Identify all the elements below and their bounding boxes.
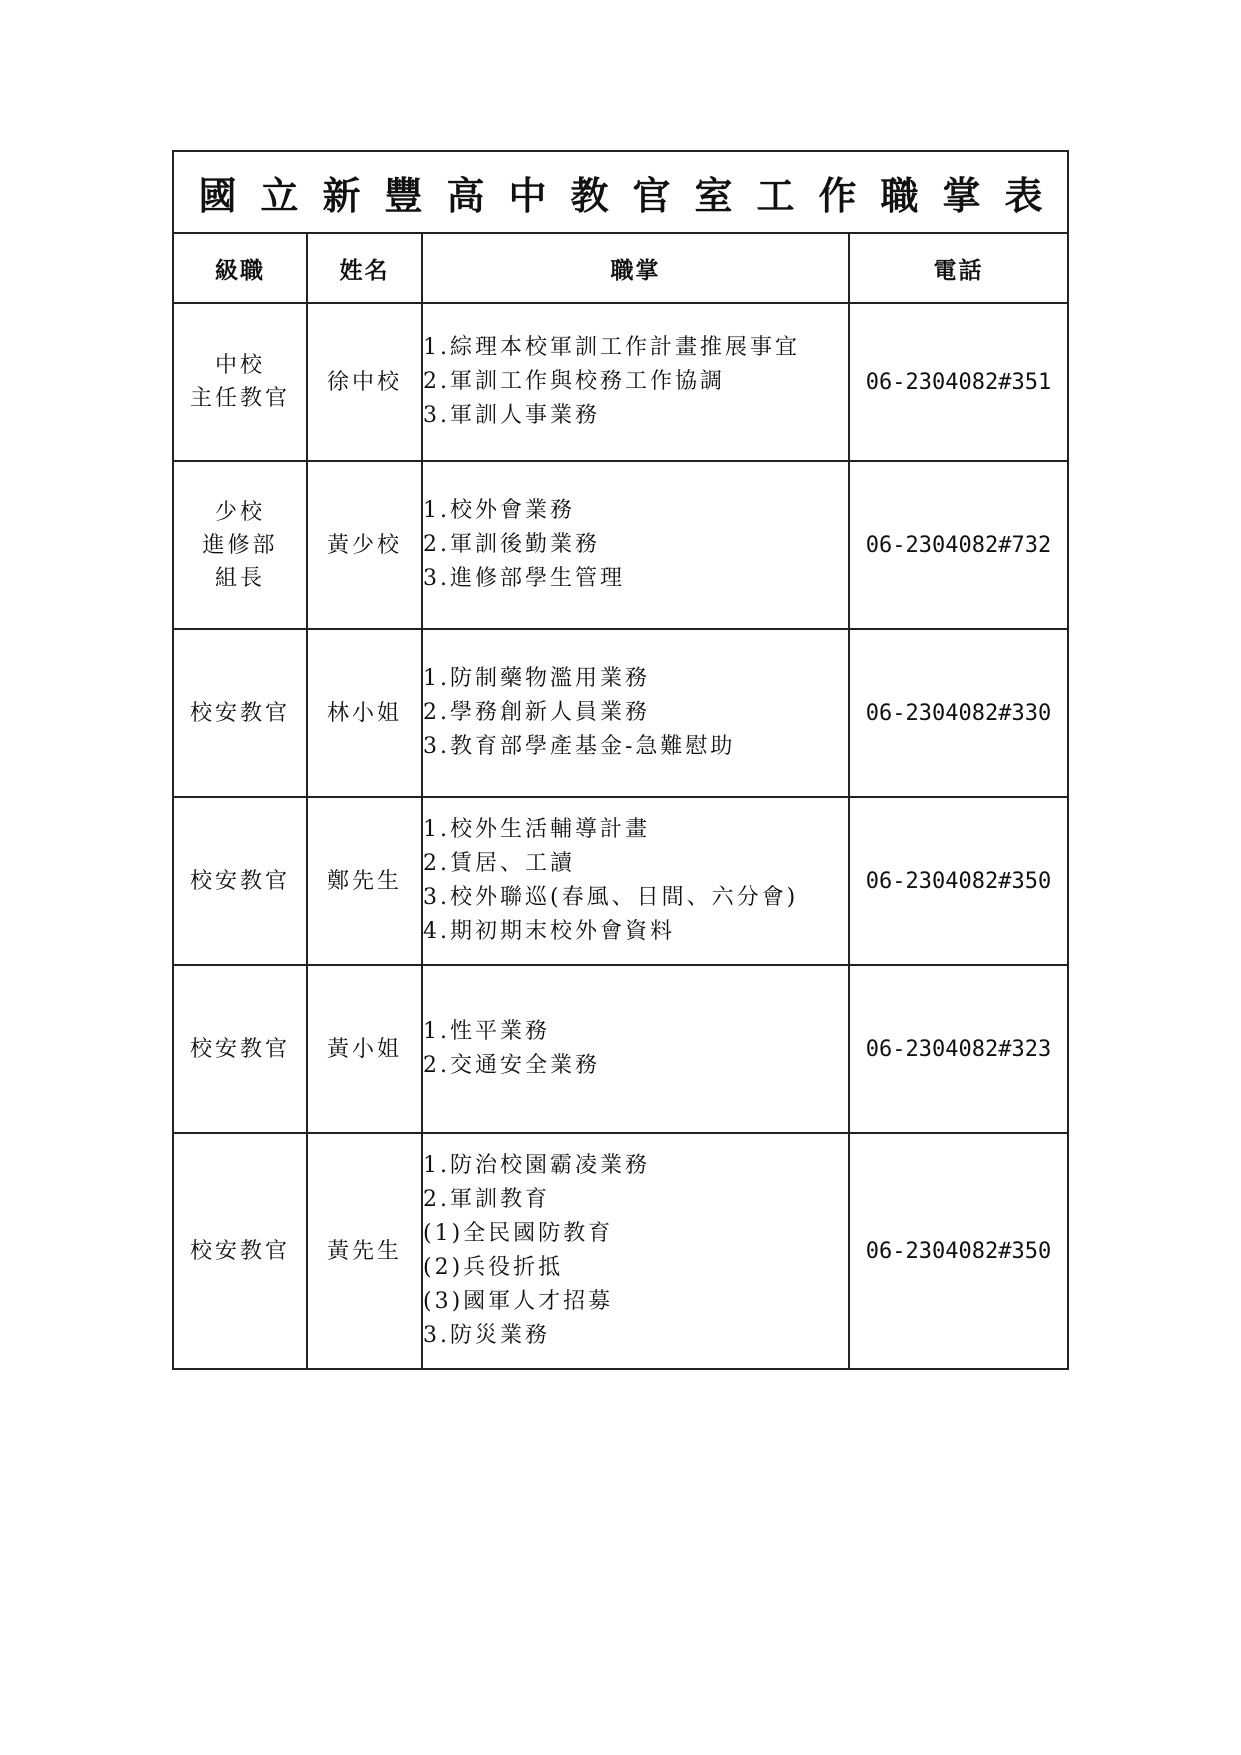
rank-cell (173, 461, 307, 629)
duties-cell (422, 1133, 849, 1369)
rank-cell (173, 629, 307, 797)
rank-line: 中校 (214, 353, 265, 378)
rank-cell (173, 797, 307, 965)
header-row (173, 233, 1068, 303)
duty-item: 2.賃居、工讀 (423, 851, 575, 876)
duties-cell (422, 629, 849, 797)
name-cell: 黃少校 (307, 461, 422, 629)
rank-line: 進修部 (202, 532, 278, 558)
duty-table (172, 150, 1069, 1370)
rank-line: 校安教官 (189, 1036, 290, 1062)
rank-line: 校安教官 (189, 700, 290, 726)
name-cell: 林小姐 (307, 629, 422, 797)
name-cell: 鄭先生 (307, 797, 422, 965)
rank-line: 校安教官 (189, 868, 290, 894)
rank-cell (173, 303, 307, 461)
rank-cell (173, 1133, 307, 1369)
table-row (173, 303, 1068, 461)
name-cell: 黃小姐 (307, 965, 422, 1133)
duty-item: 3.教育部學產基金-急難慰助 (423, 734, 736, 759)
phone-cell: 06-2304082#351 (849, 303, 1068, 461)
rank-line: 主任教官 (189, 386, 290, 411)
duty-item: 3.進修部學生管理 (423, 566, 625, 591)
table-row (173, 965, 1068, 1133)
duty-item: (2)兵役折抵 (423, 1255, 564, 1280)
duty-item: 3.軍訓人事業務 (423, 403, 600, 428)
header-duties: 職掌 (422, 233, 849, 303)
phone-cell: 06-2304082#350 (849, 1133, 1068, 1369)
duty-item: 2.交通安全業務 (423, 1053, 600, 1078)
header-phone: 電話 (849, 233, 1068, 303)
phone-cell: 06-2304082#330 (849, 629, 1068, 797)
duty-item: 2.學務創新人員業務 (423, 700, 650, 725)
duty-item: 2.軍訓教育 (423, 1187, 550, 1212)
duty-item: (1)全民國防教育 (423, 1221, 614, 1246)
duties-cell (422, 461, 849, 629)
duty-item: 3.防災業務 (423, 1323, 550, 1348)
duty-item: 1.校外會業務 (423, 498, 575, 523)
duties-cell (422, 303, 849, 461)
name-cell: 黃先生 (307, 1133, 422, 1369)
table-row (173, 797, 1068, 965)
table-row (173, 1133, 1068, 1369)
duty-item: (3)國軍人才招募 (423, 1289, 614, 1314)
duties-cell (422, 965, 849, 1133)
page-title: 國立新豐高中教官室工作職掌表 (198, 172, 1067, 218)
duty-item: 1.防制藥物濫用業務 (423, 666, 650, 691)
table-row (173, 461, 1068, 629)
duty-item: 4.期初期末校外會資料 (423, 919, 675, 944)
phone-cell: 06-2304082#323 (849, 965, 1068, 1133)
header-rank: 級職 (173, 233, 307, 303)
duty-item: 1.綜理本校軍訓工作計畫推展事宜 (423, 335, 800, 360)
phone-cell: 06-2304082#732 (849, 461, 1068, 629)
duties-cell (422, 797, 849, 965)
duty-item: 1.防治校園霸凌業務 (423, 1153, 650, 1178)
table-row (173, 629, 1068, 797)
name-cell: 徐中校 (307, 303, 422, 461)
header-name: 姓名 (307, 233, 422, 303)
rank-line: 組長 (214, 565, 265, 591)
duty-item: 2.軍訓工作與校務工作協調 (423, 369, 725, 394)
duty-item: 3.校外聯巡(春風、日間、六分會) (423, 885, 799, 910)
duty-item: 1.校外生活輔導計畫 (423, 817, 650, 842)
duty-item: 2.軍訓後勤業務 (423, 532, 600, 557)
phone-cell: 06-2304082#350 (849, 797, 1068, 965)
title-row (173, 151, 1068, 233)
rank-line: 校安教官 (189, 1238, 290, 1264)
rank-cell (173, 965, 307, 1133)
rank-line: 少校 (214, 499, 265, 525)
title-cell (173, 151, 1068, 233)
duty-item: 1.性平業務 (423, 1019, 550, 1044)
